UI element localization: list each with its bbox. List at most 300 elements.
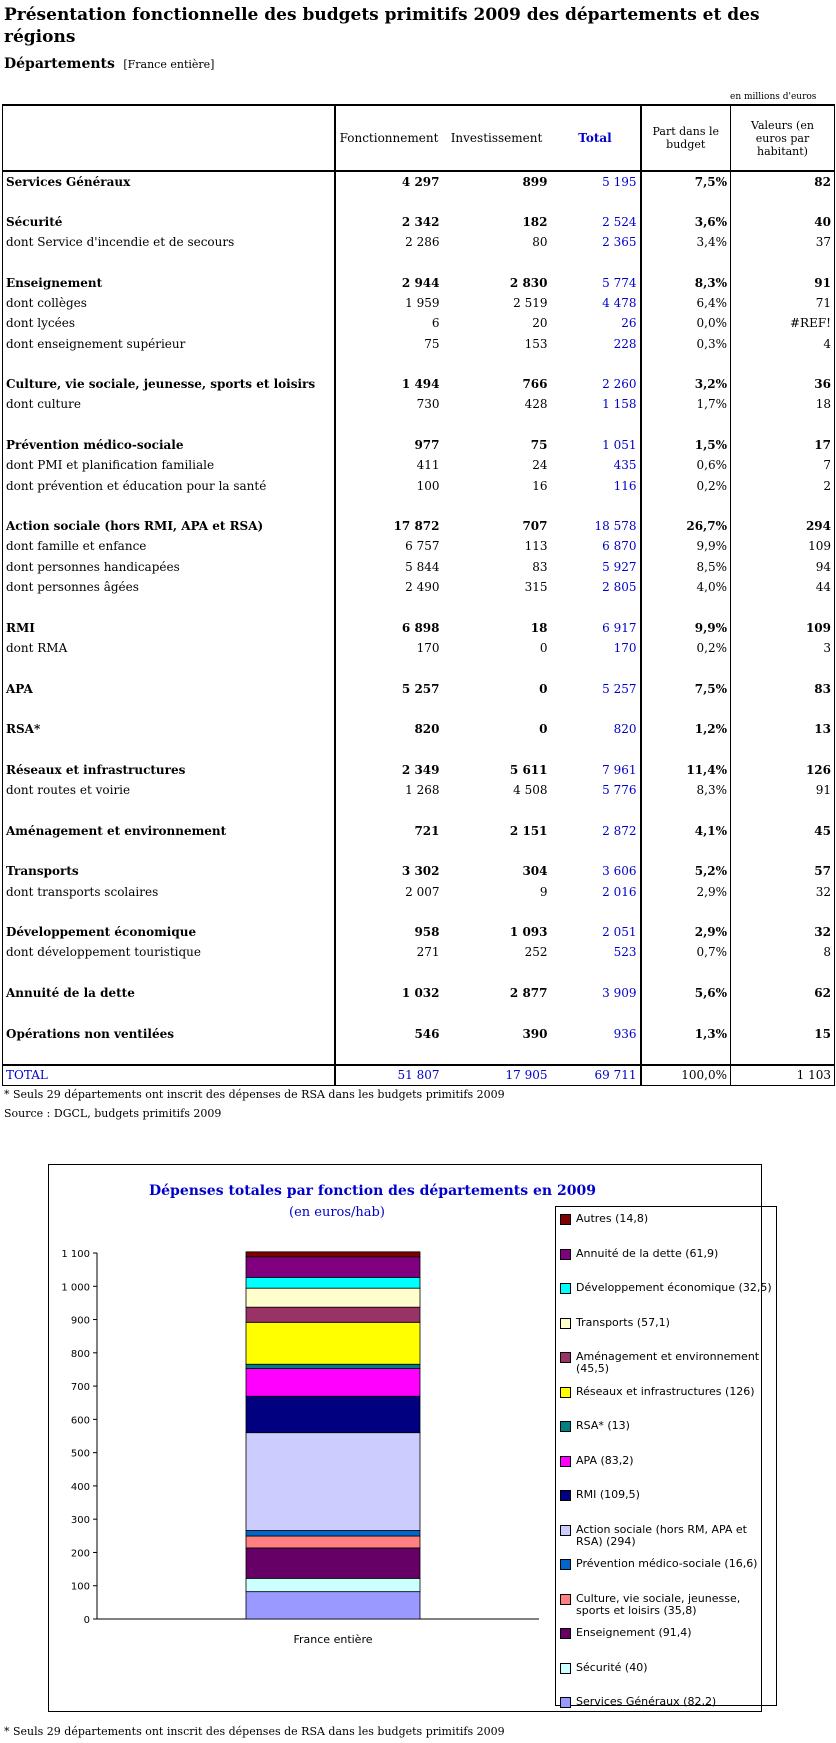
spacer-cell: [641, 739, 731, 759]
row-label: RSA*: [3, 719, 335, 739]
valeur-cell: 36: [731, 374, 835, 394]
part-cell: 0,2%: [641, 475, 731, 495]
fonctionnement-cell: 6 898: [401, 620, 440, 635]
spacer-cell: [731, 800, 835, 820]
valeur-cell: 57: [731, 861, 835, 881]
part-cell: 3,6%: [641, 212, 731, 232]
legend-swatch: [560, 1283, 571, 1294]
total-cell: 6 917: [551, 618, 641, 638]
total-cell: 5 776: [551, 780, 641, 800]
legend-entry: [560, 1420, 776, 1455]
legend-label: Enseignement (91,4): [576, 1626, 692, 1639]
bar-segment: [246, 1322, 420, 1364]
table-spacer-row: [3, 1003, 835, 1023]
spacer-cell: [551, 252, 641, 272]
section-heading: [4, 56, 214, 72]
legend-label: RMI (109,5): [576, 1488, 640, 1501]
spacer-cell: [731, 1044, 835, 1065]
unit-label: en millions d'euros: [730, 92, 817, 102]
spacer-cell: [3, 658, 335, 678]
valeur-cell: 4: [731, 333, 835, 353]
table-total-row: [3, 1065, 835, 1085]
table-spacer-row: [3, 800, 835, 820]
spacer-cell: [641, 800, 731, 820]
valeur-cell: 32: [731, 881, 835, 901]
spacer-cell: [443, 191, 551, 211]
valeur-cell: 17: [731, 435, 835, 455]
legend-entry: [560, 1696, 776, 1731]
part-cell: 8,5%: [641, 557, 731, 577]
fonctionnement-cell: 5 844: [405, 559, 440, 574]
table-row: [3, 333, 835, 353]
table-row: [3, 313, 835, 333]
row-label: dont enseignement supérieur: [3, 333, 335, 353]
part-cell: 3,2%: [641, 374, 731, 394]
valeur-cell: 126: [731, 760, 835, 780]
spacer-cell: [443, 496, 551, 516]
valeur-cell: 8: [731, 942, 835, 962]
investissement-cell: 1 093: [509, 925, 548, 940]
valeur-cell: 82: [731, 171, 835, 191]
valeur-cell: 94: [731, 557, 835, 577]
legend-swatch: [560, 1663, 571, 1674]
bar-segment: [246, 1369, 420, 1397]
spacer-cell: [335, 739, 443, 759]
col-header-label: [3, 105, 335, 171]
investissement-cell: 2 151: [509, 823, 548, 838]
row-label: Transports: [3, 861, 335, 881]
part-cell: 5,2%: [641, 861, 731, 881]
table-row: [3, 780, 835, 800]
table-row: [3, 760, 835, 780]
row-label: dont Service d'incendie et de secours: [3, 232, 335, 252]
valeur-cell: 18: [731, 394, 835, 414]
row-label: Opérations non ventilées: [3, 1023, 335, 1043]
spacer-cell: [443, 800, 551, 820]
y-tick-label: 100: [70, 1581, 90, 1593]
spacer-cell: [551, 496, 641, 516]
spacer-cell: [551, 597, 641, 617]
table-row: [3, 293, 835, 313]
spacer-cell: [335, 1003, 443, 1023]
table-row: [3, 1023, 835, 1043]
spacer-cell: [3, 1044, 335, 1065]
total-cell: 523: [551, 942, 641, 962]
investissement-cell: 2 519: [513, 295, 548, 310]
spacer-cell: [335, 902, 443, 922]
investissement-cell: 428: [524, 397, 548, 412]
table-row: [3, 881, 835, 901]
legend-swatch: [560, 1594, 571, 1605]
spacer-cell: [443, 415, 551, 435]
legend-swatch: [560, 1628, 571, 1639]
table-header-row: [3, 105, 835, 171]
spacer-cell: [551, 415, 641, 435]
investissement-cell: 83: [532, 559, 548, 574]
spacer-cell: [551, 739, 641, 759]
table-row: [3, 516, 835, 536]
source-note: Source : DGCL, budgets primitifs 2009: [4, 1107, 222, 1120]
col-header-valeurs: Valeurs (en euros par habitant): [731, 105, 835, 171]
table-row: [3, 719, 835, 739]
spacer-cell: [641, 496, 731, 516]
legend-entry: [560, 1455, 776, 1490]
spacer-cell: [641, 191, 731, 211]
section-title: Départements: [4, 56, 115, 72]
bar-segment: [246, 1396, 420, 1432]
part-cell: 8,3%: [641, 272, 731, 292]
total-cell: 3 606: [551, 861, 641, 881]
y-tick-label: 0: [83, 1615, 90, 1626]
legend-entry: [560, 1317, 776, 1352]
spacer-cell: [335, 252, 443, 272]
legend-label: APA (83,2): [576, 1453, 634, 1467]
fonctionnement-cell: 730: [416, 397, 440, 412]
investissement-cell: 182: [522, 214, 548, 229]
total-cell: 170: [551, 638, 641, 658]
spacer-cell: [641, 415, 731, 435]
spacer-cell: [641, 1003, 731, 1023]
spacer-cell: [3, 800, 335, 820]
part-cell: 11,4%: [641, 760, 731, 780]
fonctionnement-cell: 1 032: [401, 986, 440, 1001]
row-label: dont personnes handicapées: [3, 557, 335, 577]
spacer-cell: [551, 963, 641, 983]
table-row: [3, 394, 835, 414]
y-tick-label: 800: [70, 1348, 90, 1360]
bar-segment: [246, 1307, 420, 1322]
chart-subtitle: (en euros/hab): [289, 1205, 385, 1220]
fonctionnement-cell: 2 349: [401, 762, 440, 777]
row-label: dont transports scolaires: [3, 881, 335, 901]
table-spacer-row: [3, 699, 835, 719]
col-header-total: Total: [551, 105, 641, 171]
bar-segment: [246, 1548, 420, 1578]
row-label: Aménagement et environnement: [3, 821, 335, 841]
valeur-cell: 3: [731, 638, 835, 658]
spacer-cell: [731, 658, 835, 678]
page-title: Présentation fonctionnelle des budgets primitifs 2009 des départements et des régions: [4, 5, 760, 47]
bar-segment: [246, 1433, 420, 1531]
part-cell: 9,9%: [641, 618, 731, 638]
investissement-cell: 304: [522, 864, 548, 879]
y-tick-label: 1 000: [61, 1282, 90, 1294]
table-row: [3, 678, 835, 698]
table-row: [3, 232, 835, 252]
total-cell: 116: [551, 475, 641, 495]
table-spacer-row: [3, 963, 835, 983]
table-row: [3, 577, 835, 597]
legend-entry: [560, 1627, 776, 1662]
legend-entry: [560, 1524, 776, 1559]
x-category-label: France entière: [293, 1633, 373, 1646]
total-label: TOTAL: [3, 1065, 335, 1085]
bottom-footnote: * Seuls 29 départements ont inscrit des dépenses de RSA dans les budgets primitifs 2009: [4, 1725, 505, 1738]
spacer-cell: [3, 841, 335, 861]
total-investissement: 17 905: [443, 1065, 551, 1085]
spacer-cell: [443, 699, 551, 719]
spacer-cell: [731, 191, 835, 211]
spacer-cell: [551, 658, 641, 678]
total-cell: 2 016: [551, 881, 641, 901]
rsa-footnote: * Seuls 29 départements ont inscrit des dépenses de RSA dans les budgets primitifs 2009: [4, 1088, 505, 1101]
row-label: Développement économique: [3, 922, 335, 942]
spacer-cell: [3, 191, 335, 211]
spacer-cell: [731, 415, 835, 435]
fonctionnement-cell: 4 297: [401, 174, 440, 189]
table-row: [3, 922, 835, 942]
bar-segment: [246, 1364, 420, 1368]
total-cell: 936: [551, 1023, 641, 1043]
col-header-investissement: Investissement: [443, 105, 551, 171]
spacer-cell: [443, 354, 551, 374]
legend-swatch: [560, 1525, 571, 1536]
table-row: [3, 557, 835, 577]
part-cell: 3,4%: [641, 232, 731, 252]
spacer-cell: [443, 841, 551, 861]
legend-entry: [560, 1558, 776, 1593]
spacer-cell: [3, 415, 335, 435]
investissement-cell: 24: [532, 458, 548, 473]
y-tick-label: 700: [70, 1382, 90, 1394]
table-spacer-row: [3, 191, 835, 211]
fonctionnement-cell: 2 944: [401, 275, 440, 290]
legend-entry: [560, 1351, 776, 1386]
legend-entry: [560, 1593, 776, 1628]
legend-entry: [560, 1489, 776, 1524]
part-cell: 4,0%: [641, 577, 731, 597]
legend-label: Réseaux et infrastructures (126): [576, 1384, 755, 1398]
investissement-cell: 707: [522, 519, 548, 534]
investissement-cell: 2 830: [509, 275, 548, 290]
row-label: dont famille et enfance: [3, 536, 335, 556]
row-label: APA: [3, 678, 335, 698]
total-cell: 6 870: [551, 536, 641, 556]
legend-entry: [560, 1662, 776, 1697]
row-label: Annuité de la dette: [3, 983, 335, 1003]
spacer-cell: [551, 1003, 641, 1023]
spacer-cell: [731, 252, 835, 272]
chart-container: [48, 1164, 772, 1712]
bar-segment: [246, 1277, 420, 1288]
fonctionnement-cell: 977: [414, 438, 440, 452]
spacer-cell: [335, 963, 443, 983]
spacer-cell: [443, 658, 551, 678]
row-label: Culture, vie sociale, jeunesse, sports et loisirs: [3, 374, 335, 394]
investissement-cell: 18: [530, 620, 548, 635]
row-label: dont collèges: [3, 293, 335, 313]
table-row: [3, 435, 835, 455]
fonctionnement-cell: 6 757: [405, 539, 440, 554]
investissement-cell: 75: [530, 438, 548, 452]
valeur-cell: 7: [731, 455, 835, 475]
spacer-cell: [641, 699, 731, 719]
part-cell: 1,2%: [641, 719, 731, 739]
legend-entry: [560, 1386, 776, 1421]
part-cell: 0,3%: [641, 333, 731, 353]
valeur-cell: 294: [731, 516, 835, 536]
fonctionnement-cell: 2 007: [405, 884, 440, 899]
spacer-cell: [731, 841, 835, 861]
spacer-cell: [641, 902, 731, 922]
table-row: [3, 638, 835, 658]
part-cell: 0,7%: [641, 942, 731, 962]
fonctionnement-cell: 6: [431, 316, 440, 331]
fonctionnement-cell: 546: [414, 1026, 440, 1041]
chart-legend: [555, 1206, 777, 1706]
part-cell: 1,3%: [641, 1023, 731, 1043]
spacer-cell: [3, 597, 335, 617]
spacer-cell: [3, 902, 335, 922]
table-spacer-row: [3, 415, 835, 435]
spacer-cell: [443, 739, 551, 759]
investissement-cell: 0: [539, 681, 548, 696]
spacer-cell: [443, 1044, 551, 1065]
spacer-cell: [551, 1044, 641, 1065]
bar-segment: [246, 1252, 420, 1257]
spacer-cell: [641, 841, 731, 861]
table-spacer-row: [3, 841, 835, 861]
valeur-cell: 13: [731, 719, 835, 739]
total-cell: 2 260: [551, 374, 641, 394]
spacer-cell: [335, 800, 443, 820]
investissement-cell: 153: [524, 336, 548, 351]
total-cell: 2 805: [551, 577, 641, 597]
spacer-cell: [551, 699, 641, 719]
total-total: 69 711: [551, 1065, 641, 1085]
spacer-cell: [443, 252, 551, 272]
investissement-cell: 16: [532, 478, 548, 493]
valeur-cell: 62: [731, 983, 835, 1003]
y-tick-label: 500: [70, 1448, 90, 1460]
part-cell: 2,9%: [641, 922, 731, 942]
spacer-cell: [3, 354, 335, 374]
legend-swatch: [560, 1387, 571, 1398]
row-label: dont routes et voirie: [3, 780, 335, 800]
table-spacer-row: [3, 252, 835, 272]
spacer-cell: [3, 699, 335, 719]
investissement-cell: 0: [539, 722, 548, 737]
part-cell: 5,6%: [641, 983, 731, 1003]
row-label: Réseaux et infrastructures: [3, 760, 335, 780]
spacer-cell: [335, 415, 443, 435]
legend-label: RSA* (13): [576, 1419, 630, 1432]
part-cell: 6,4%: [641, 293, 731, 313]
spacer-cell: [335, 658, 443, 678]
total-cell: 2 872: [551, 821, 641, 841]
budget-table: [2, 104, 835, 1086]
legend-swatch: [560, 1421, 571, 1432]
valeur-cell: 37: [731, 232, 835, 252]
table-row: [3, 983, 835, 1003]
scope-label: [France entière]: [123, 58, 215, 71]
legend-label: Prévention médico-sociale (16,6): [576, 1557, 758, 1570]
spacer-cell: [731, 739, 835, 759]
spacer-cell: [641, 252, 731, 272]
legend-label: Transports (57,1): [576, 1315, 670, 1329]
valeur-cell: 45: [731, 821, 835, 841]
legend-label: Sécurité (40): [576, 1660, 648, 1674]
spacer-cell: [731, 963, 835, 983]
table-spacer-row: [3, 658, 835, 678]
fonctionnement-cell: 1 959: [405, 295, 440, 310]
spacer-cell: [3, 252, 335, 272]
spacer-cell: [335, 354, 443, 374]
table-spacer-row: [3, 1044, 835, 1065]
part-cell: 9,9%: [641, 536, 731, 556]
row-label: RMI: [3, 618, 335, 638]
spacer-cell: [731, 902, 835, 922]
valeur-cell: 2: [731, 475, 835, 495]
spacer-cell: [443, 1003, 551, 1023]
fonctionnement-cell: 271: [416, 945, 440, 960]
legend-label: Autres (14,8): [576, 1212, 649, 1225]
investissement-cell: 9: [539, 884, 548, 899]
legend-swatch: [560, 1318, 571, 1329]
row-label: Services Généraux: [3, 171, 335, 191]
valeur-cell: 83: [731, 678, 835, 698]
investissement-cell: 5 611: [509, 762, 548, 777]
spacer-cell: [641, 963, 731, 983]
investissement-cell: 252: [524, 945, 548, 960]
valeur-cell: 91: [731, 272, 835, 292]
spacer-cell: [551, 902, 641, 922]
table-row: [3, 942, 835, 962]
spacer-cell: [335, 1044, 443, 1065]
investissement-cell: 80: [532, 235, 548, 250]
spacer-cell: [731, 1003, 835, 1023]
total-cell: 435: [551, 455, 641, 475]
table-row: [3, 618, 835, 638]
fonctionnement-cell: 1 268: [405, 783, 440, 798]
table-spacer-row: [3, 354, 835, 374]
total-valeur: 1 103: [731, 1065, 835, 1085]
chart-title: Dépenses totales par fonction des départements en 2009: [149, 1183, 596, 1199]
part-cell: 8,3%: [641, 780, 731, 800]
total-cell: 2 051: [551, 922, 641, 942]
valeur-cell: 91: [731, 780, 835, 800]
total-cell: 5 774: [551, 272, 641, 292]
total-cell: 3 909: [551, 983, 641, 1003]
valeur-cell: 40: [731, 212, 835, 232]
spacer-cell: [335, 841, 443, 861]
legend-swatch: [560, 1214, 571, 1225]
part-cell: 26,7%: [641, 516, 731, 536]
total-cell: 5 927: [551, 557, 641, 577]
spacer-cell: [3, 739, 335, 759]
spacer-cell: [731, 597, 835, 617]
table-row: [3, 212, 835, 232]
valeur-cell: 109: [731, 618, 835, 638]
row-label: Enseignement: [3, 272, 335, 292]
valeur-cell: #REF!: [731, 313, 835, 333]
table-row: [3, 455, 835, 475]
spacer-cell: [551, 841, 641, 861]
y-tick-label: 200: [70, 1548, 90, 1560]
total-cell: 1 158: [551, 394, 641, 414]
spacer-cell: [335, 496, 443, 516]
fonctionnement-cell: 3 302: [401, 864, 440, 879]
investissement-cell: 113: [524, 539, 548, 554]
legend-swatch: [560, 1456, 571, 1467]
y-tick-label: 400: [70, 1481, 90, 1493]
table-spacer-row: [3, 902, 835, 922]
spacer-cell: [731, 496, 835, 516]
total-cell: 5 257: [551, 678, 641, 698]
row-label: dont développement touristique: [3, 942, 335, 962]
row-label: Sécurité: [3, 212, 335, 232]
total-cell: 18 578: [551, 516, 641, 536]
